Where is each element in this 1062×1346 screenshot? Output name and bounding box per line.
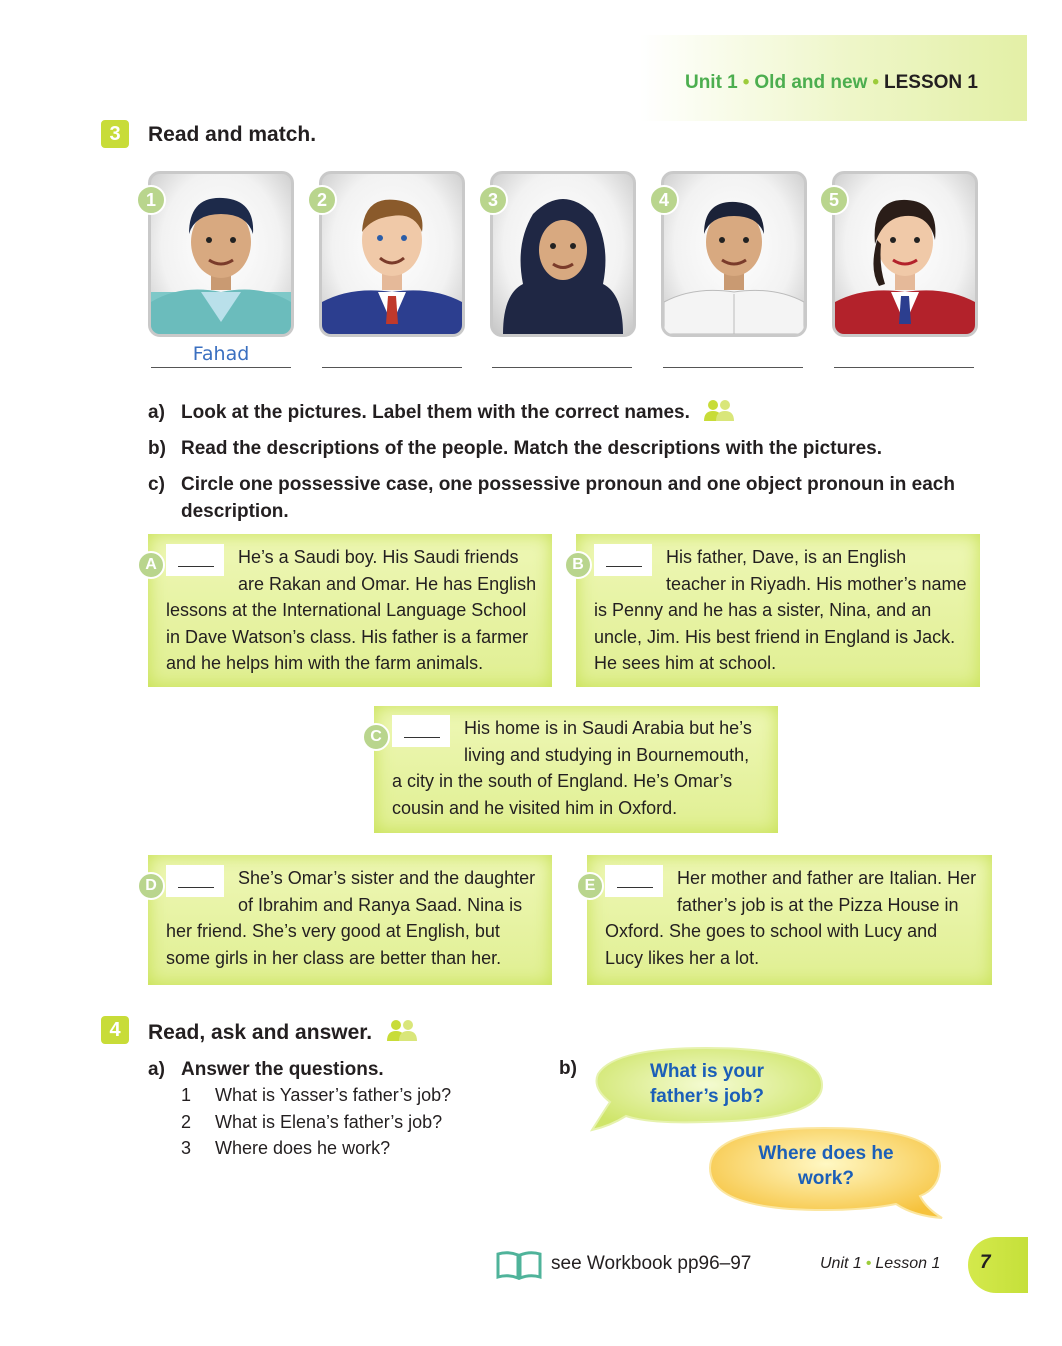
footer-lesson: Lesson 1 [875,1255,941,1272]
answer-blank-a[interactable] [166,544,224,576]
instruction-a-text: Look at the pictures. Label them with the correct names. [181,402,690,423]
header-unit: Unit 1 [684,72,738,93]
picture-4 [661,171,807,337]
answer-line-2[interactable] [322,343,462,368]
picture-5 [832,171,978,337]
part-a-title: Answer the questions. [181,1059,384,1080]
answer-line-4[interactable] [663,343,803,368]
instruction-c-text: Circle one possessive case, one possessive pronoun and one object pronoun in each description. [181,474,955,522]
boy-white-thobe-illustration [664,174,804,334]
answer-1: Fahad [192,343,250,365]
bubble-1-text [612,1059,802,1109]
footer-unit-lesson: Unit 1 • Lesson 1 [820,1255,941,1272]
header-unit-title: Old and new [754,72,868,93]
bubble-1-line-1: What is your [649,1061,764,1082]
picture-number-5: 5 [819,185,849,215]
pair-work-icon [701,399,737,421]
description-b-text: His father, Dave, is an English teacher in Riyadh. His mother’s name is Penny and he has a sister, Nina, and an uncle, Jim. His best friend in England is Jack. He sees him at school. [594,547,967,673]
instruction-b-label: b) [148,438,166,459]
girl-hijab-illustration [493,174,633,334]
instruction-b [148,435,1008,462]
picture-number-4: 4 [649,185,679,215]
workbook-book-icon [496,1250,542,1280]
workbook-reference: see Workbook pp96–97 [551,1253,752,1274]
description-letter-d: D [137,872,165,900]
bubble-1-line-2: father’s job? [649,1086,764,1107]
description-letter-e: E [576,872,604,900]
question-2: 2 What is Elena’s father’s job? [181,1111,443,1132]
footer-unit: Unit 1 [820,1255,862,1272]
section-4-title [148,1019,420,1045]
page-tab [968,1237,1028,1293]
question-1: 1 What is Yasser’s father’s job? [181,1085,452,1105]
description-a-text: He’s a Saudi boy. His Saudi friends are Rakan and Omar. He has English lessons at the International Language School in Dave Watson’s class. His father is a farmer and he helps him with the farm animals. [166,547,537,673]
section-4-title-text: Read, ask and answer. [148,1021,373,1044]
description-c-text: His home is in Saudi Arabia but he’s living and studying in Bournemouth, a city in the south of England. He’s Omar’s cousin and he visited him in Oxford. [392,718,752,818]
question-3: 3 Where does he work? [181,1138,391,1158]
instruction-b-text: Read the descriptions of the people. Match the descriptions with the pictures. [181,438,882,459]
section-4-number: 4 [101,1016,129,1044]
bubble-2-line-1: Where does he [758,1143,894,1164]
question-list [181,1082,521,1162]
description-letter-c: C [362,723,390,751]
part-a-label: a) [148,1059,165,1080]
part-b-label: b) [559,1058,577,1079]
answer-blank-b[interactable] [594,544,652,576]
description-e-text: Her mother and father are Italian. Her father’s job is at the Pizza House in Oxford. She goes to school with Lucy and Lucy likes her a lot. [605,868,977,968]
description-box-c [374,706,778,833]
picture-3 [490,171,636,337]
picture-number-3: 3 [478,185,508,215]
section-3-title: Read and match. [148,123,317,146]
answer-blank-e[interactable] [605,865,663,897]
description-letter-b: B [564,551,592,579]
description-box-a [148,534,552,687]
description-box-e [587,855,992,985]
description-letter-a: A [137,551,165,579]
boy-vest-illustration [151,174,291,334]
picture-1 [148,171,294,337]
picture-2 [319,171,465,337]
bubble-2-line-2: work? [798,1168,854,1189]
instruction-a-label: a) [148,402,165,423]
girl-red-blazer-illustration [835,174,975,334]
header-lesson: LESSON 1 [884,72,978,93]
section-4-part-a [148,1056,384,1083]
instruction-c [148,471,988,525]
description-box-d [148,855,552,985]
bubble-2-text [731,1141,921,1191]
section-3-number: 3 [101,120,129,148]
answer-line-5[interactable] [834,343,974,368]
description-d-text: She’s Omar’s sister and the daughter of Ibrahim and Ranya Saad. Nina is her friend. She’s very good at English, but some girls in her class are better than her. [166,868,536,968]
picture-number-1: 1 [136,185,166,215]
instruction-c-label: c) [148,474,165,495]
instruction-a [148,399,998,426]
boy-blazer-illustration [322,174,462,334]
description-box-b [576,534,980,687]
pair-work-icon [384,1019,420,1041]
page-number: 7 [980,1252,991,1273]
answer-blank-d[interactable] [166,865,224,897]
page-header: Unit 1 • Old and new • LESSON 1 [684,72,978,93]
answer-line-1[interactable] [151,343,291,368]
picture-number-2: 2 [307,185,337,215]
answer-blank-c[interactable] [392,715,450,747]
answer-line-3[interactable] [492,343,632,368]
